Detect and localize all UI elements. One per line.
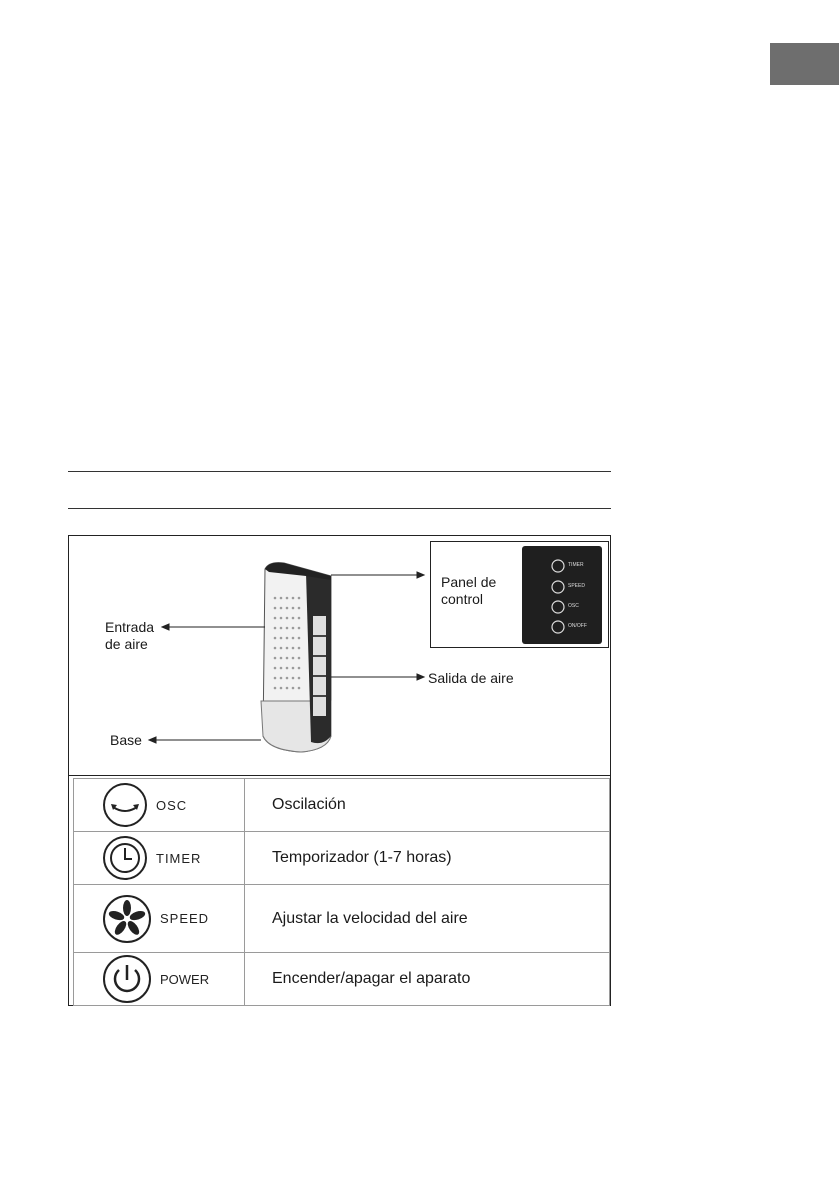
- icon-cell: [74, 779, 245, 832]
- function-description: Ajustar la velocidad del aire: [245, 885, 610, 953]
- oscillation-icon: [102, 782, 148, 828]
- timer-icon: [102, 835, 148, 881]
- product-diagram: [69, 536, 610, 776]
- function-code: POWER: [160, 971, 210, 987]
- language-tab: [770, 43, 839, 85]
- air-inlet-label: [105, 619, 154, 653]
- product-figure: [68, 535, 611, 1006]
- function-description: Oscilación: [245, 779, 610, 832]
- control-panel-label-line1: Panel de: [441, 574, 497, 590]
- fan-speed-icon: [102, 894, 152, 944]
- function-table: [73, 778, 610, 1006]
- control-panel-callout: [430, 541, 609, 648]
- panel-label-osc: OSC: [568, 603, 579, 609]
- control-panel-photo: [522, 546, 602, 644]
- power-icon: [102, 954, 152, 1004]
- table-row: [74, 885, 610, 953]
- panel-label-onoff: ON/OFF: [568, 623, 587, 629]
- icon-cell: [74, 885, 245, 953]
- table-row: [74, 832, 610, 885]
- table-row: [74, 953, 610, 1006]
- control-panel-label-line2: control: [441, 591, 484, 607]
- panel-label-speed: SPEED: [568, 583, 585, 589]
- table-row: [74, 779, 610, 832]
- section-rule-top: [68, 471, 611, 472]
- air-inlet-label-line1: Entrada: [105, 619, 155, 635]
- air-outlet-label: Salida de aire: [428, 670, 514, 686]
- section-rule-bottom: [68, 508, 611, 509]
- function-code: SPEED: [160, 911, 210, 926]
- function-code: OSC: [156, 797, 188, 813]
- air-inlet-label-line2: de aire: [105, 636, 148, 652]
- function-description: Encender/apagar el aparato: [245, 953, 610, 1006]
- function-description: Temporizador (1-7 horas): [245, 832, 610, 885]
- panel-label-timer: TIMER: [568, 562, 584, 568]
- icon-cell: [74, 832, 245, 885]
- base-label: Base: [110, 732, 142, 748]
- control-panel-label: [441, 574, 496, 608]
- function-code: TIMER: [156, 850, 202, 866]
- icon-cell: [74, 953, 245, 1006]
